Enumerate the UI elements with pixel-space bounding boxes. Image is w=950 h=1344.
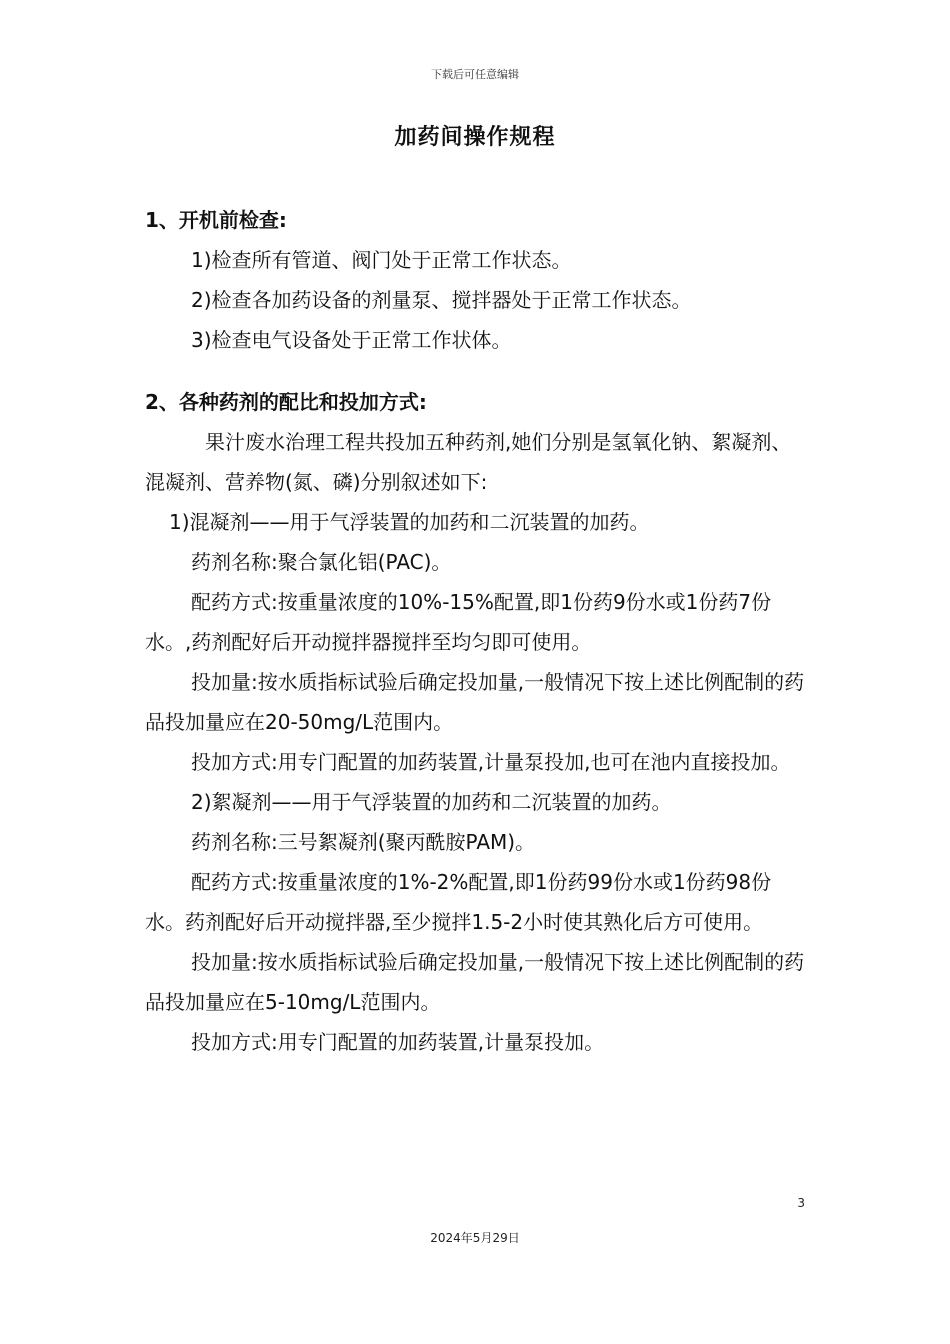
flocculant-mode: 投加方式:用专门配置的加药装置,计量泵投加。 [191,1030,605,1054]
footer-date: 2024年5月29日 [430,1231,520,1245]
document-body [145,200,810,1062]
page-title: 加药间操作规程 [394,125,556,150]
check-item-2: 2)检查各加药设备的剂量泵、搅拌器处于正常工作状态。 [191,288,692,312]
check-item-1: 1)检查所有管道、阀门处于正常工作状态。 [191,248,572,272]
section-1-heading: 1、开机前检查: [145,208,287,232]
page-number: 3 [797,1196,805,1210]
flocculant-dosage: 投加量:按水质指标试验后确定投加量,一般情况下按上述比例配制的药品投加量应在5-10mg/L范围内。 [145,950,805,1014]
check-item-3: 3)检查电气设备处于正常工作状体。 [191,328,512,352]
coagulant-mode: 投加方式:用专门配置的加药装置,计量泵投加,也可在池内直接投加。 [191,750,791,774]
section-2-heading: 2、各种药剂的配比和投加方式: [145,390,427,414]
coagulant-dosage: 投加量:按水质指标试验后确定投加量,一般情况下按上述比例配制的药品投加量应在20-50mg/L范围内。 [145,670,805,734]
flocculant-method: 配药方式:按重量浓度的1%-2%配置,即1份药99份水或1份药98份水。药剂配好后开动搅拌器,至少搅拌1.5-2小时使其熟化后方可使用。 [145,870,772,934]
coagulant-name: 药剂名称:聚合氯化铝(PAC)。 [191,550,452,574]
flocculant-name: 药剂名称:三号絮凝剂(聚丙酰胺PAM)。 [191,830,536,854]
flocculant-heading: 2)絮凝剂——用于气浮装置的加药和二沉装置的加药。 [191,790,672,814]
section-2-intro: 果汁废水治理工程共投加五种药剂,她们分别是氢氧化钠、絮凝剂、混凝剂、营养物(氮、磷)分别叙述如下: [145,430,792,494]
coagulant-heading: 1)混凝剂——用于气浮装置的加药和二沉装置的加药。 [169,510,650,534]
header-note: 下载后可任意编辑 [431,68,519,81]
coagulant-method: 配药方式:按重量浓度的10%-15%配置,即1份药9份水或1份药7份水。,药剂配好后开动搅拌器搅拌至均匀即可使用。 [145,590,772,654]
